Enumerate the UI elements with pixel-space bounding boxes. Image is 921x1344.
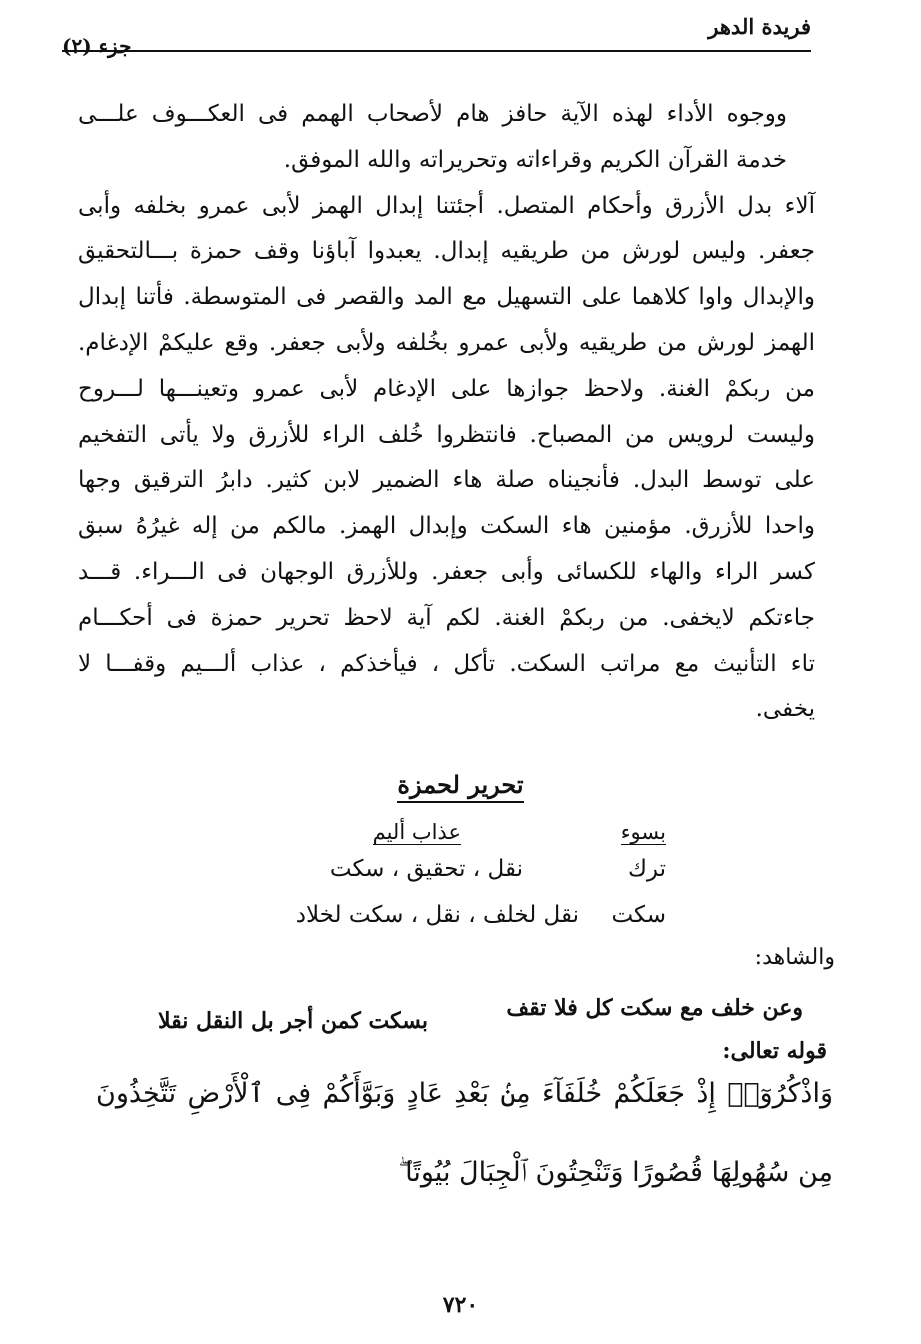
- text-line: آلاء بدل الأزرق وأحكام المتصل. أجئتنا إبدال الهمز لأبى عمرو بخلفه وأبى: [78, 192, 815, 219]
- book-title: فريدة الدهر: [708, 14, 811, 39]
- table-cell: ترك: [627, 856, 666, 882]
- table-cell: نقل ، تحقيق ، سكت: [329, 856, 523, 882]
- poem-hemistich: وعن خلف مع سكت كل فلا تقف: [506, 995, 803, 1021]
- table-title: تحرير لحمزة: [0, 770, 921, 799]
- column-header-adhab-alim: عذاب أليم: [372, 820, 461, 844]
- quran-intro: قوله تعالى:: [722, 1038, 827, 1064]
- table-cell: نقل لخلف ، نقل ، سكت لخلاد: [295, 902, 579, 928]
- text-line: جعفر. وليس لورش من طريقيه إبدال. يعبدوا آباؤنا وقف حمزة بـــالتحقيق: [78, 238, 815, 265]
- text-line: تاء التأنيث مع مراتب السكت. تأكل ، فيأخذكم ، عذاب ألـــيم وقفـــا لا: [78, 650, 815, 677]
- text-line: الهمز لورش من طريقيه ولأبى عمرو بخُلفه ولأبى جعفر. وقع عليكمْ الإدغام.: [78, 329, 815, 356]
- text-line: من ربكمْ الغنة. ولاحظ جوازها على الإدغام لأبى عمرو وتعينـــها لـــروح: [78, 375, 815, 402]
- tahrir-table: [0, 770, 921, 940]
- column-header-bisu: بسوء: [620, 820, 666, 844]
- part-label: جزء (٢): [62, 34, 132, 58]
- text-line: وليست لرويس من المصباح. فانتظروا خُلف الراء للأزرق ولا يأتى التفخيم: [78, 421, 815, 448]
- text-line: خدمة القرآن الكريم وقراءاته وتحريراته والله الموفق.: [283, 146, 787, 173]
- paragraph-notes: [78, 184, 815, 734]
- page-header: [62, 8, 811, 58]
- main-text: [78, 92, 815, 733]
- text-line: على توسط البدل. فأنجيناه صلة هاء الضمير لابن كثير. دابرُ الترقيق وجها: [78, 467, 815, 494]
- text-line: ووجوه الأداء لهذه الآية حافز هام لأصحاب الهمم فى العكـــوف علـــى: [78, 101, 787, 127]
- poem-hemistich: بسكت كمن أجر بل النقل نقلا: [158, 1008, 428, 1034]
- table-cell: سكت: [611, 902, 666, 928]
- text-line: يخفى.: [755, 696, 815, 723]
- quran-verse-line: مِن سُهُولِهَا قُصُورًا وَتَنْحِتُونَ ٱلْجِبَالَ بُيُوتًا ۖ: [398, 1157, 833, 1188]
- witness-label: والشاهد:: [754, 945, 835, 970]
- header-rule: [62, 50, 811, 52]
- text-line: جاءتكم لايخفى. من ربكمْ الغنة. لكم آية لاحظ تحرير حمزة فى أحكـــام: [78, 604, 815, 631]
- text-line: كسر الراء والهاء للكسائى وأبى جعفر. وللأزرق الوجهان فى الـــراء. قـــد: [78, 558, 815, 585]
- page-number: ٧٢٠: [442, 1292, 479, 1318]
- quran-verse-line: وَاذْكُرُوٓا۟ إِذْ جَعَلَكُمْ خُلَفَآءَ مِنۢ بَعْدِ عَادٍ وَبَوَّأَكُمْ فِى ٱلْأَرْضِ تَتَّخِذُونَ: [96, 1078, 833, 1109]
- paragraph-intro: [78, 92, 815, 184]
- text-line: والإبدال واوا كلاهما على التسهيل مع المد والقصر فى المتوسطة. فأتنا إبدال: [78, 284, 815, 311]
- text-line: واحدا للأزرق. مؤمنين هاء السكت وإبدال الهمز. مالكم من إله غيرُهُ سبق: [78, 513, 815, 540]
